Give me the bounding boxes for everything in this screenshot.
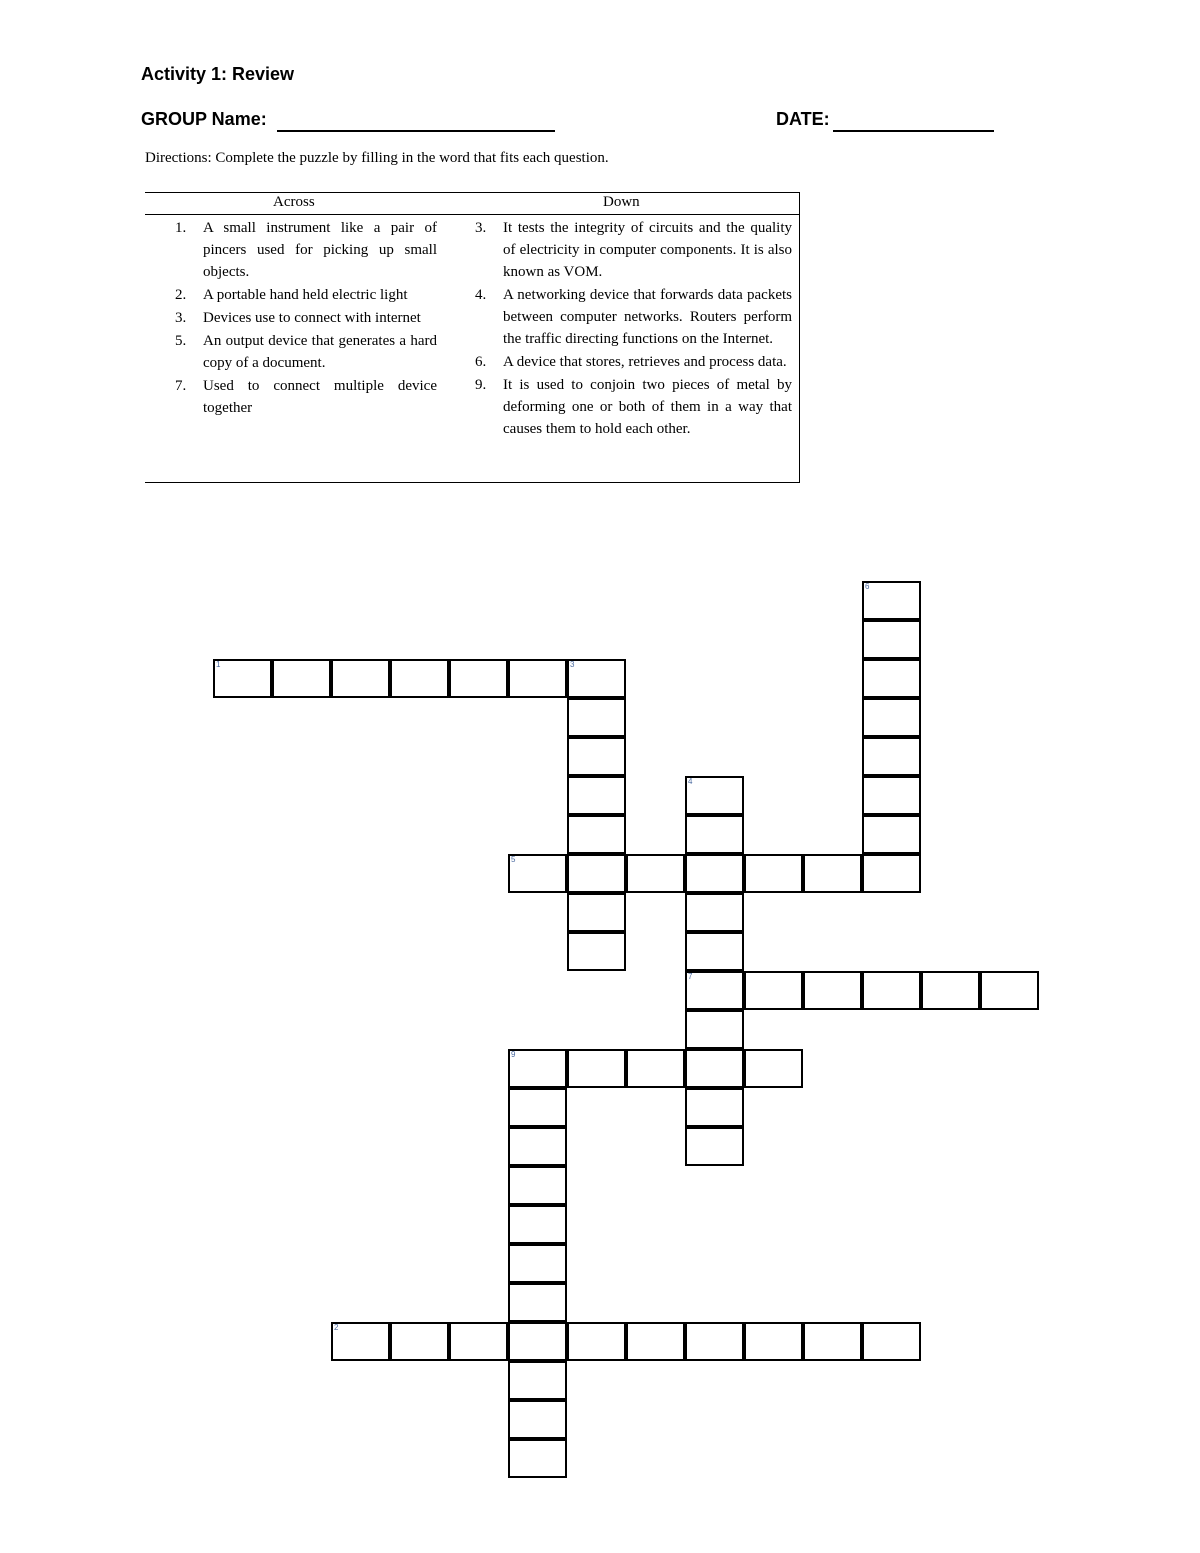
crossword-cell[interactable] bbox=[508, 1205, 567, 1244]
crossword-cell[interactable] bbox=[744, 1322, 803, 1361]
crossword-cell[interactable] bbox=[862, 971, 921, 1010]
activity-title: Activity 1: Review bbox=[141, 64, 295, 84]
crossword-cell[interactable] bbox=[567, 737, 626, 776]
crossword-cell[interactable] bbox=[508, 659, 567, 698]
clue-number: 2. bbox=[175, 287, 187, 303]
across-heading: Across bbox=[273, 194, 315, 210]
crossword-cell[interactable] bbox=[685, 932, 744, 971]
date-label: DATE: bbox=[776, 109, 830, 129]
crossword-cell[interactable] bbox=[685, 1127, 744, 1166]
crossword-cell[interactable] bbox=[862, 698, 921, 737]
clue-text: A device that stores, retrieves and process data. bbox=[503, 354, 787, 370]
crossword-cell[interactable] bbox=[449, 1322, 508, 1361]
crossword-cell[interactable] bbox=[567, 698, 626, 737]
clue-text: An output device that generates a hard copy of a document. bbox=[203, 333, 437, 371]
cell-number: 6 bbox=[865, 582, 870, 591]
crossword-cell[interactable] bbox=[272, 659, 331, 698]
crossword-cell[interactable] bbox=[508, 1400, 567, 1439]
crossword-cell[interactable] bbox=[567, 1322, 626, 1361]
crossword-cell[interactable] bbox=[862, 581, 921, 620]
crossword-cell[interactable] bbox=[862, 1322, 921, 1361]
crossword-cell[interactable] bbox=[567, 815, 626, 854]
clue-text: It tests the integrity of circuits and the quality of electricity in computer components. It is also known as VOM. bbox=[503, 220, 792, 280]
crossword-cell[interactable] bbox=[685, 1322, 744, 1361]
crossword-cell[interactable] bbox=[567, 854, 626, 893]
clue-text: A small instrument like a pair of pincers used for picking up small objects. bbox=[203, 220, 437, 280]
cell-number: 9 bbox=[511, 1050, 516, 1059]
crossword-cell[interactable] bbox=[508, 1283, 567, 1322]
crossword-cell[interactable] bbox=[921, 971, 980, 1010]
crossword-cell[interactable] bbox=[331, 659, 390, 698]
crossword-cell[interactable] bbox=[862, 815, 921, 854]
crossword-cell[interactable] bbox=[685, 776, 744, 815]
crossword-cell[interactable] bbox=[390, 659, 449, 698]
crossword-cell[interactable] bbox=[862, 620, 921, 659]
crossword-cell[interactable] bbox=[803, 971, 862, 1010]
crossword-cell[interactable] bbox=[331, 1322, 390, 1361]
crossword-cell[interactable] bbox=[685, 971, 744, 1010]
crossword-cell[interactable] bbox=[213, 659, 272, 698]
crossword-cell[interactable] bbox=[862, 854, 921, 893]
crossword-cell[interactable] bbox=[626, 1049, 685, 1088]
crossword-cell[interactable] bbox=[567, 659, 626, 698]
group-name-label: GROUP Name: bbox=[141, 109, 267, 129]
crossword-cell[interactable] bbox=[980, 971, 1039, 1010]
crossword-cell[interactable] bbox=[803, 854, 862, 893]
crossword-cell[interactable] bbox=[508, 1127, 567, 1166]
cell-number: 1 bbox=[216, 660, 221, 669]
crossword-cell[interactable] bbox=[685, 1088, 744, 1127]
crossword-cell[interactable] bbox=[508, 854, 567, 893]
cell-number: 4 bbox=[688, 777, 693, 786]
clue-text: It is used to conjoin two pieces of metal by deforming one or both of them in a way that causes them to hold each other. bbox=[503, 377, 792, 437]
crossword-cell[interactable] bbox=[626, 1322, 685, 1361]
clue-number: 3. bbox=[475, 220, 487, 236]
cell-number: 3 bbox=[570, 660, 575, 669]
crossword-cell[interactable] bbox=[508, 1439, 567, 1478]
crossword-cell[interactable] bbox=[567, 893, 626, 932]
cell-number: 7 bbox=[688, 972, 693, 981]
clue-number: 7. bbox=[175, 378, 187, 394]
crossword-cell[interactable] bbox=[508, 1361, 567, 1400]
crossword-cell[interactable] bbox=[862, 737, 921, 776]
crossword-cell[interactable] bbox=[862, 659, 921, 698]
crossword-cell[interactable] bbox=[685, 1010, 744, 1049]
down-heading: Down bbox=[603, 194, 640, 210]
clue-number: 5. bbox=[175, 333, 187, 349]
crossword-cell[interactable] bbox=[508, 1088, 567, 1127]
clue-number: 4. bbox=[475, 287, 487, 303]
crossword-cell[interactable] bbox=[508, 1244, 567, 1283]
clue-number: 3. bbox=[175, 310, 187, 326]
crossword-cell[interactable] bbox=[685, 854, 744, 893]
clue-number: 9. bbox=[475, 377, 487, 393]
crossword-cell[interactable] bbox=[508, 1322, 567, 1361]
crossword-cell[interactable] bbox=[626, 854, 685, 893]
crossword-cell[interactable] bbox=[449, 659, 508, 698]
crossword-cell[interactable] bbox=[744, 1049, 803, 1088]
crossword-cell[interactable] bbox=[508, 1049, 567, 1088]
crossword-cell[interactable] bbox=[685, 1049, 744, 1088]
clue-text: A networking device that forwards data packets between computer networks. Routers perform the traffic directing functions on the Internet. bbox=[503, 287, 792, 347]
crossword-cell[interactable] bbox=[803, 1322, 862, 1361]
clue-text: Devices use to connect with internet bbox=[203, 310, 421, 326]
cell-number: 5 bbox=[511, 855, 516, 864]
directions-text: Directions: Complete the puzzle by filling in the word that fits each question. bbox=[145, 150, 609, 166]
crossword-cell[interactable] bbox=[567, 1049, 626, 1088]
crossword-cell[interactable] bbox=[508, 1166, 567, 1205]
crossword-cell[interactable] bbox=[567, 932, 626, 971]
crossword-cell[interactable] bbox=[390, 1322, 449, 1361]
crossword-cell[interactable] bbox=[685, 815, 744, 854]
clue-number: 6. bbox=[475, 354, 487, 370]
crossword-cell[interactable] bbox=[744, 971, 803, 1010]
clue-text: Used to connect multiple device together bbox=[203, 378, 437, 416]
crossword-cell[interactable] bbox=[567, 776, 626, 815]
clue-text: A portable hand held electric light bbox=[203, 287, 408, 303]
crossword-cell[interactable] bbox=[862, 776, 921, 815]
crossword-cell[interactable] bbox=[744, 854, 803, 893]
cell-number: 2 bbox=[334, 1323, 339, 1332]
clue-number: 1. bbox=[175, 220, 187, 236]
crossword-cell[interactable] bbox=[685, 893, 744, 932]
